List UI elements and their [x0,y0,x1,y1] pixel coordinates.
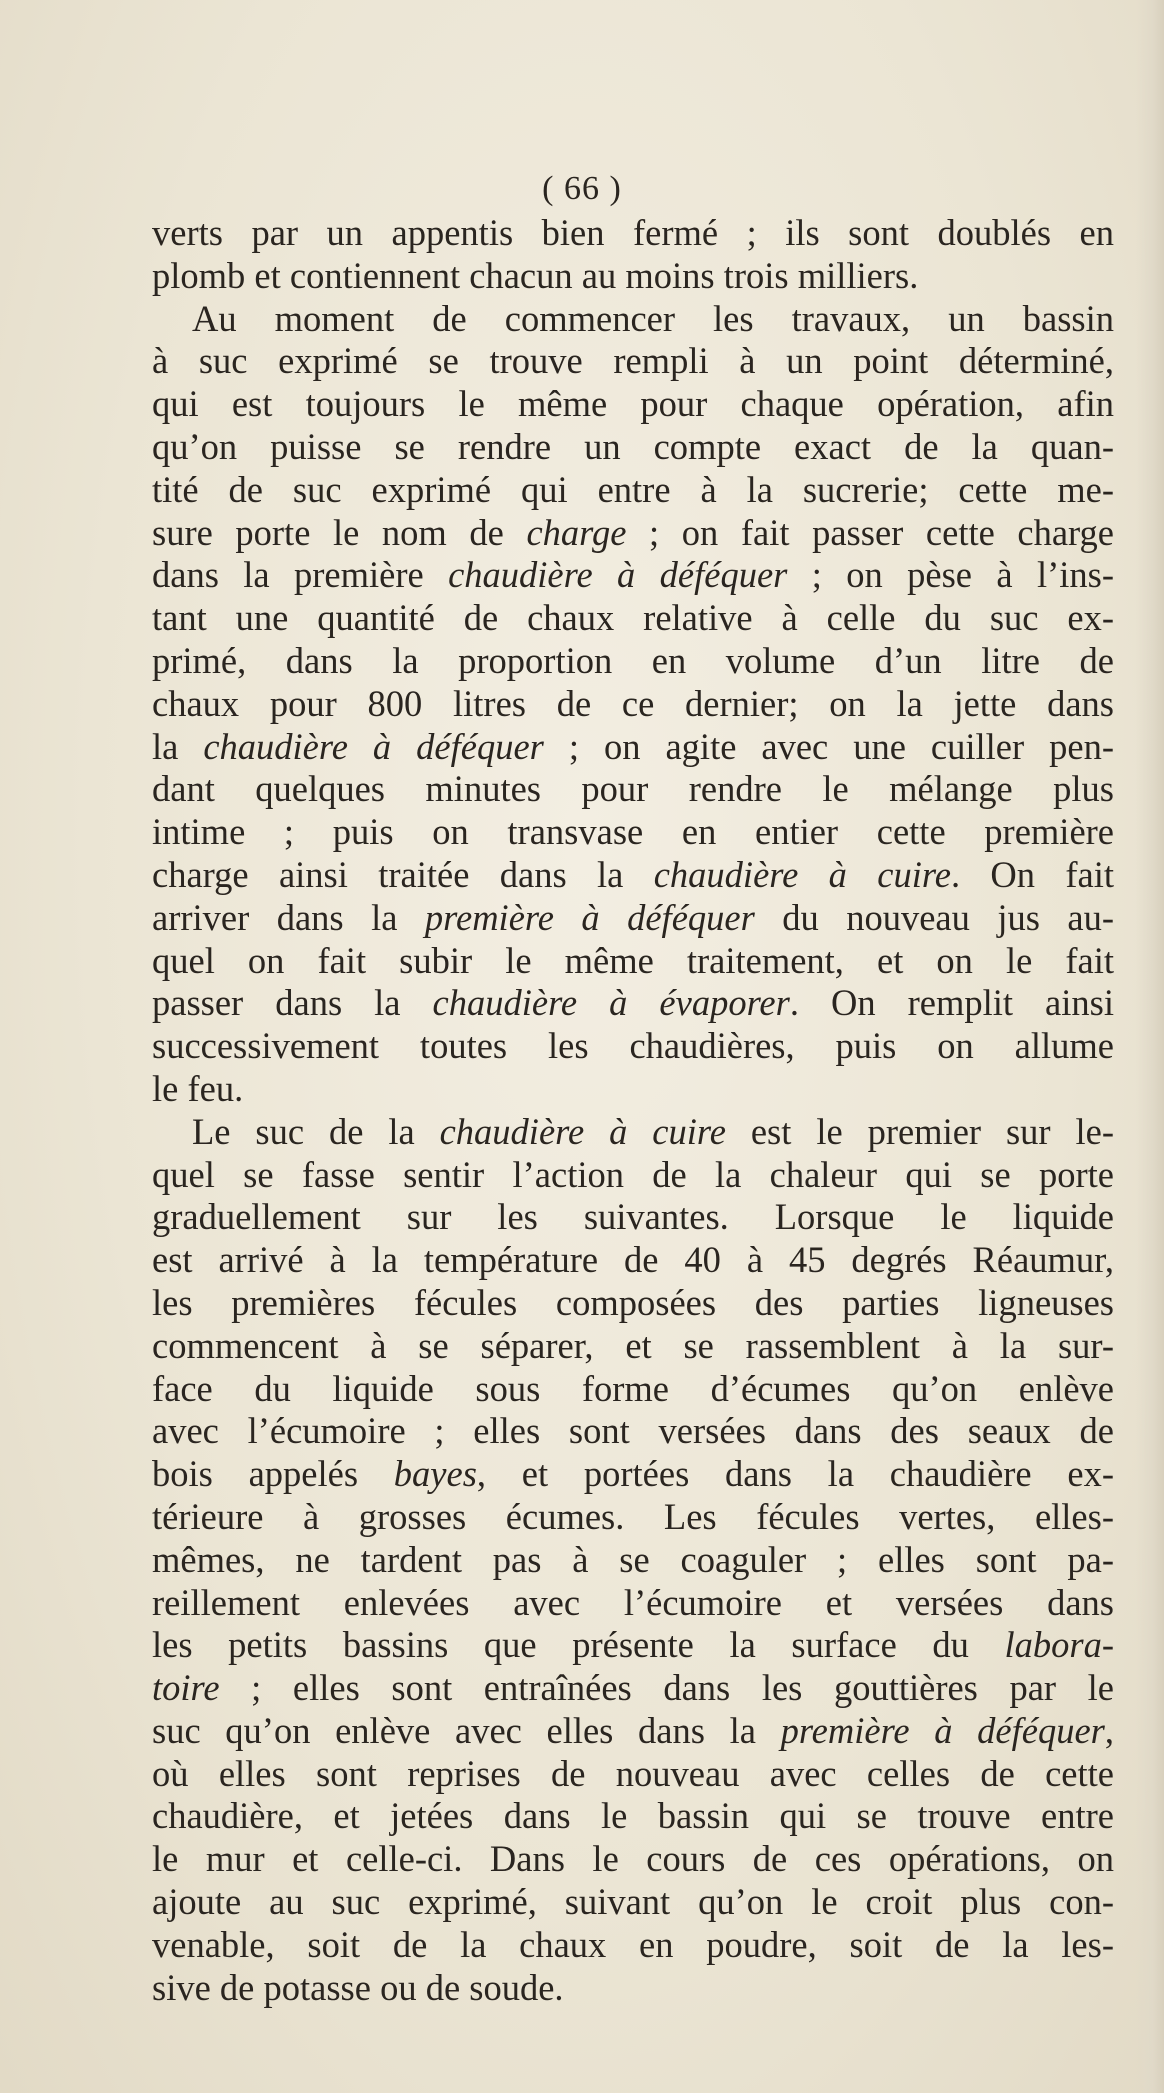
text-line [152,768,1114,811]
text-segment: Le suc de la [192,1110,440,1152]
text-segment: . On fait [950,853,1115,895]
text-segment: chaudière, et jetées dans le bassin qui se trouve entre [152,1795,1114,1837]
text-segment: face du liquide sous forme d’écumes qu’on enlève [152,1367,1114,1409]
text-segment: graduellement sur les suivantes. Lorsque le liquide [152,1196,1114,1238]
text-line [152,340,1114,383]
text-line [152,1539,1114,1582]
italic-term: chaudière à cuire [653,853,951,895]
text-segment: chaux pour 800 litres de ce dernier; on la jette dans [152,682,1114,724]
text-line [152,255,1114,298]
text-line [152,1667,1114,1710]
text-line [152,1410,1114,1453]
text-line [152,298,1114,341]
italic-term: toire [152,1667,220,1709]
text-segment: dant quelques minutes pour rendre le mélange plus [152,768,1114,810]
text-segment: quel se fasse sentir l’action de la chaleur qui se porte [152,1153,1114,1195]
text-line [152,1496,1114,1539]
text-segment: tant une quantité de chaux relative à celle du suc ex- [152,597,1114,639]
text-segment: la [152,725,204,767]
italic-term: chaudière à déféquer [448,554,788,596]
text-segment: térieure à grosses écumes. Les fécules vertes, elles- [152,1495,1114,1537]
italic-term: chaudière à cuire [439,1110,726,1152]
page-number: ( 66 ) [542,170,622,207]
text-segment: avec l’écumoire ; elles sont versées dans des seaux de [152,1410,1114,1452]
text-line [152,1924,1114,1967]
text-line [152,982,1114,1025]
text-line [152,383,1114,426]
body-text [152,212,1114,2009]
italic-term: première à déféquer [424,896,755,938]
text-segment: successivement toutes les chaudières, puis on allume [152,1025,1114,1067]
text-line [152,1239,1114,1282]
text-segment: intime ; puis on transvase en entier cette première [152,811,1114,853]
text-segment: Au moment de commencer les travaux, un bassin [192,297,1114,339]
text-line [152,811,1114,854]
text-line [152,1967,1114,2010]
text-line [152,469,1114,512]
text-line [152,1795,1114,1838]
italic-term: bayes [393,1453,477,1495]
text-segment: qui est toujours le même pour chaque opération, afin [152,383,1114,425]
text-segment: venable, soit de la chaux en poudre, soit de la les- [152,1923,1114,1965]
text-segment: quel on fait subir le même traitement, et on le fait [152,939,1114,981]
text-segment: plomb et contiennent chacun au moins trois milliers. [152,254,919,296]
text-line [152,897,1114,940]
text-segment: mêmes, ne tardent pas à se coaguler ; elles sont pa- [152,1538,1114,1580]
text-segment: passer dans la [152,982,433,1024]
text-line [152,1453,1114,1496]
text-segment: ; on pèse à l’ins- [787,554,1114,596]
italic-term: charge [526,511,627,553]
text-line [152,683,1114,726]
text-segment: bois appelés [152,1453,394,1495]
text-line [152,512,1114,555]
text-segment: est arrivé à la température de 40 à 45 degrés Réaumur, [152,1239,1114,1281]
text-segment: du nouveau jus au- [754,896,1114,938]
text-line [152,854,1114,897]
text-line [152,1325,1114,1368]
text-segment: ; on fait passer cette charge [626,511,1114,553]
text-line [152,554,1114,597]
text-segment: sure porte le nom de [152,511,527,553]
italic-term: première à déféquer [780,1709,1105,1751]
text-segment: qu’on puisse se rendre un compte exact de la quan- [152,425,1114,467]
text-segment: tité de suc exprimé qui entre à la sucrerie; cette me- [152,468,1114,510]
text-line [152,597,1114,640]
text-segment: dans la première [152,554,449,596]
text-segment: le mur et celle-ci. Dans le cours de ces opérations, on [152,1838,1114,1880]
text-line [152,426,1114,469]
text-segment: charge ainsi traitée dans la [152,853,654,895]
text-line [152,1753,1114,1796]
text-line [152,1710,1114,1753]
text-line [152,1282,1114,1325]
text-line [152,640,1114,683]
text-line [152,1111,1114,1154]
text-line [152,940,1114,983]
text-line [152,1196,1114,1239]
text-segment: . On remplit ainsi [789,982,1114,1024]
text-segment: sive de potasse ou de soude. [152,1966,564,2008]
text-segment: les petits bassins que présente la surface du [152,1624,1005,1666]
text-line [152,1025,1114,1068]
text-segment: ajoute au suc exprimé, suivant qu’on le croit plus con- [152,1881,1114,1923]
text-segment: à suc exprimé se trouve rempli à un point déterminé, [152,340,1114,382]
text-segment: le feu. [152,1067,244,1109]
text-segment: verts par un appentis bien fermé ; ils sont doublés en [152,212,1114,253]
italic-term: chaudière à évaporer [432,982,790,1024]
text-line [152,212,1114,255]
text-segment: suc qu’on enlève avec elles dans la [152,1709,781,1751]
text-line [152,1624,1114,1667]
text-segment: primé, dans la proportion en volume d’un litre de [152,639,1114,681]
text-line [152,1838,1114,1881]
text-segment: est le premier sur le- [725,1110,1115,1152]
text-line [152,1881,1114,1924]
text-segment: où elles sont reprises de nouveau avec celles de cette [152,1752,1114,1794]
text-segment: les premières fécules composées des parties ligneuses [152,1281,1114,1323]
italic-term: chaudière à déféquer [203,725,544,767]
text-segment: commencent à se séparer, et se rassemblent à la sur- [152,1324,1114,1366]
text-segment: ; elles sont entraînées dans les gouttières par le [219,1667,1114,1709]
text-line [152,1368,1114,1411]
text-segment: , et portées dans la chaudière ex- [476,1453,1114,1495]
text-segment: arriver dans la [152,896,425,938]
text-line [152,1154,1114,1197]
text-segment: ; on agite avec une cuiller pen- [543,725,1115,767]
text-segment: reillement enlevées avec l’écumoire et versées dans [152,1581,1114,1623]
text-line [152,1068,1114,1111]
text-segment: , [1104,1709,1114,1751]
italic-term: labora- [1004,1624,1114,1666]
page-edge [1136,0,1164,2093]
text-line [152,1582,1114,1625]
text-line [152,726,1114,769]
